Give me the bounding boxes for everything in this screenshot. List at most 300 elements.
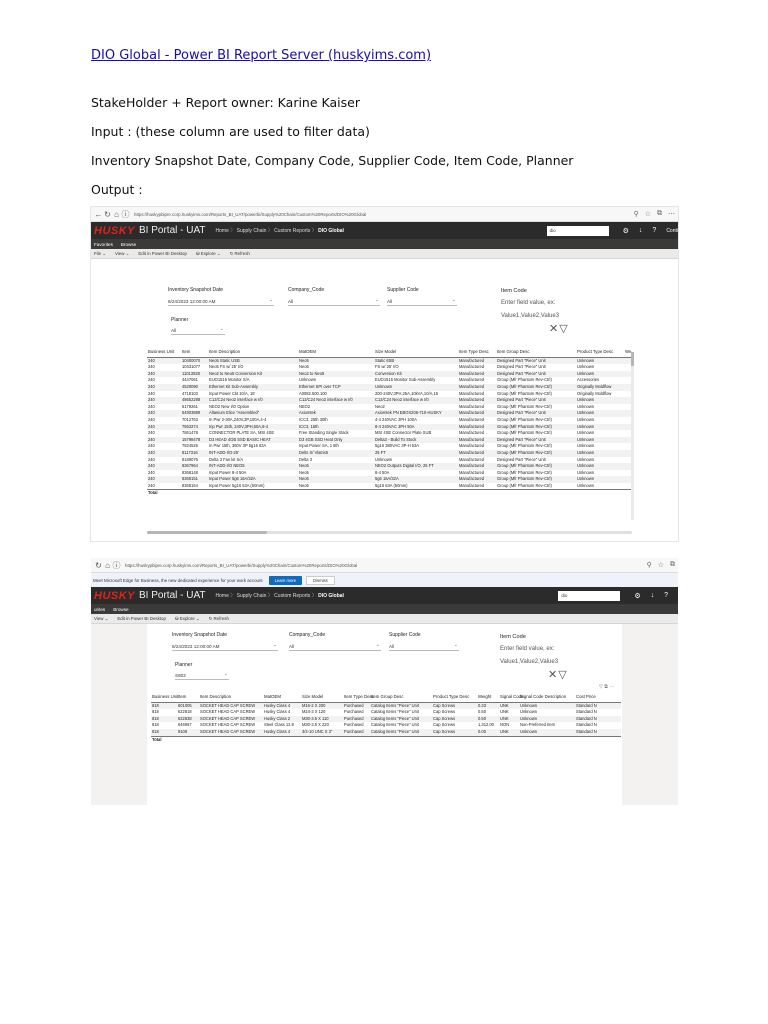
table-cell: 240 [147,463,181,470]
table-cell: Accessories [577,377,600,383]
report-canvas [147,624,622,805]
table-cell: Purchased [343,716,370,723]
portal-title: BI Portal - UAT [139,590,206,601]
table-cell: 5179261 [182,403,198,409]
inventory-table [147,349,632,497]
chevron-down-icon: ⌄ [219,326,224,332]
column-header[interactable]: MatOEM [298,349,374,357]
column-header[interactable]: Item Group Desc [370,694,432,702]
table-cell: C12/C24 Neo2 interface w I/0 [374,397,458,404]
portal-search-input[interactable]: dio [558,591,620,601]
table-cell: SOCKET HEAD CAP SCREW [200,722,256,728]
column-header[interactable]: Size Model [301,694,343,702]
column-header[interactable]: Signal Code [499,694,519,702]
table-cell: Manufactured [458,463,496,470]
table-cell: CONNECTOR PLATE SA, MSI 4SE [209,430,275,436]
table-cell: Unknown [576,437,624,444]
table-cell: Designed Part "Piece" Unit [497,364,546,370]
table-horizontal-scrollbar[interactable] [147,531,632,534]
address-bar[interactable]: https://huskypbipre.corp.huskyims.com/Reports_BI_UAT/powerbi/Supply%20Chain/Custom%20Reports/DIO%20Global [125,562,358,568]
table-row[interactable] [147,437,632,444]
table-cell: FS w/ 25' I/O [375,364,399,370]
table-cell: Unknown [576,410,624,417]
column-header[interactable]: Item Description [199,694,263,702]
table-cell: 818 [151,716,177,723]
breadcrumb-home[interactable]: Home [215,228,229,234]
browser-bar [91,207,678,222]
learn-more-button[interactable]: Learn more [269,576,302,585]
inventory-table [151,694,621,743]
table-cell: 5g16 63A (50mm) [375,482,408,488]
browser-bar [91,558,678,573]
table-cell: 7824526 [182,443,198,449]
table-cell: NEO2 New I/O Option [209,403,250,409]
table-cell: Manufactured [459,364,485,370]
item-code-hint-line2: Value1,Value2,Value3 [501,313,560,319]
table-row[interactable] [151,716,621,723]
column-header[interactable]: We [624,349,632,357]
table-cell: A0082.500.100 [299,390,327,396]
table-cell: Standard N [575,702,621,709]
table-cell: Manufactured [459,416,485,422]
table-cell: UNK [499,702,519,709]
table-row[interactable] [147,470,632,477]
back-icon[interactable]: ← [94,209,103,219]
table-cell: NON [500,722,510,728]
table-cell: 7861478 [182,430,198,436]
table-cell: Manufactured [458,450,496,457]
refresh-icon[interactable]: ↻ [95,560,102,570]
view-menu[interactable]: View ⌄ [114,250,130,256]
table-cell: 646967 [178,722,192,728]
table-cell: Delts S/ Vlatrix5 [298,450,374,457]
table-cell: M30-3.5 X 110 [301,716,343,723]
table-cell: ICC3, 25th 30th [299,416,328,422]
table-cell: Neo5 [299,364,309,370]
help-icon[interactable]: ? [652,227,657,234]
table-cell: Cap Screws [433,722,456,728]
table-cell: 8368151 [181,476,208,483]
item-code-label: Item Code [501,288,527,294]
visual-filter-icon[interactable]: ▽ [599,684,603,690]
table-cell: Input Power 5g6 16A/32A [208,476,298,483]
table-cell: Manufactured [458,357,496,364]
favorites-link[interactable]: Favorites [94,241,113,247]
table-cell: 818 [151,702,177,709]
table-cell: Designed Part "Piece" Unit [497,456,546,462]
table-cell: 200-240V,3PH,25A,10kVA,10/A,15 [375,390,439,396]
table-cell: Static 6SB [374,357,458,364]
item-code-hint-line1: Enter field value, ex: [500,646,555,652]
table-cell: Neo5 Static USB [208,357,298,364]
table-cell: Unknown [519,716,575,723]
table-cell: Originally Moldflow [577,390,612,396]
input-fields-line: Inventory Snapshot Date, Company Code, Supplier Code, Item Code, Planner [91,153,574,168]
table-row[interactable] [147,364,632,371]
column-header[interactable]: Item Description [208,349,298,357]
table-cell: 818 [152,722,159,728]
table-row[interactable] [147,397,632,404]
breadcrumb-supply-chain[interactable]: Supply Chain [236,593,267,599]
table-cell: ICC3, 15th [298,424,374,431]
download-icon[interactable]: ↓ [650,592,655,599]
table-cell: Catalog Items "Piece" Unit [370,729,432,736]
column-header[interactable]: Item Group Desc [496,349,576,357]
table-cell: 5g16 380VAC 3P-H 63A [375,443,420,449]
table-cell: UNK [499,716,519,723]
table-cell: Cap Screws [432,716,477,723]
supplier-code-select[interactable]: All ⌄ [389,642,458,649]
breadcrumb-custom-reports[interactable]: Custom Reports [274,593,311,599]
total-label: Total [147,490,181,497]
table-cell: 240 [148,443,155,449]
table-cell: 4447061 [182,377,198,383]
breadcrumb-current: DIO Global [318,593,344,599]
table-cell: 8367964 [181,463,208,470]
table-row[interactable] [147,457,632,464]
table-row[interactable] [151,702,621,709]
refresh-button[interactable]: ↻ Refresh [208,615,229,621]
table-cell: 5g6 16A/32A [374,476,458,483]
table-vertical-scrollbar[interactable] [631,352,634,520]
table-row[interactable] [147,391,632,398]
table-cell: Unknown [576,463,624,470]
table-cell: Neo5 [298,463,374,470]
table-row[interactable] [147,483,632,490]
column-header[interactable]: Product Type Desc [432,694,477,702]
table-cell: C12/C24 Neo2 interface w I/0 [208,397,298,404]
table-cell: Input Power 5g16 63A (50mm) [209,482,265,488]
extensions-icon[interactable]: ⚲ [646,562,652,569]
table-row[interactable] [147,404,632,411]
item-code-hint-line2: Value1,Value2,Value3 [500,659,559,665]
refresh-icon[interactable]: ↻ [104,209,111,219]
table-cell: Designed Part "Piece" Unit [496,410,576,417]
table-row[interactable] [147,450,632,457]
table-cell: Catalog Items "Piece" Unit [370,702,432,709]
husky-logo[interactable]: HUSKY [94,589,136,602]
column-header[interactable]: Item [181,349,208,357]
column-header[interactable]: Item [177,694,199,702]
table-cell: Neo2 [375,403,385,409]
table-cell: Unknown [577,469,595,475]
chevron-down-icon: ⌄ [223,671,228,677]
column-header[interactable]: Size Model [374,349,458,357]
table-cell: Standard N [575,729,621,736]
table-cell: Manufactured [459,403,485,409]
table-cell: Axiomtek PN EBOX206-710-HUSKY [374,410,458,417]
table-cell: 240 [147,476,181,483]
table-cell: SOCKET HEAD CAP SCREW [199,716,263,723]
table-cell: Cap Screws [433,709,456,715]
table-cell: Manufactured [459,377,485,383]
table-cell: 1,312.00 [478,722,494,728]
table-cell: Purchased [344,709,364,715]
settings-icon[interactable]: ⚙ [634,592,641,600]
browse-link[interactable]: Browse [120,241,137,247]
report-canvas [91,259,678,541]
table-cell: Unknown [576,397,624,404]
table-cell: UNK [499,729,519,736]
table-cell: Manufactured [459,443,485,449]
table-cell: Husky Class 4 [264,709,291,715]
table-row[interactable] [147,377,632,384]
help-icon[interactable]: ? [664,592,668,599]
collections-icon[interactable]: ⧉ [670,561,675,568]
company-code-select[interactable]: All ⌄ [289,642,380,649]
column-header[interactable]: Weight [477,694,499,702]
table-cell: Manufactured [458,371,496,378]
company-code-label: Company_Code [288,287,325,293]
breadcrumb-home[interactable]: Home [215,593,229,599]
output-label: Output : [91,182,143,197]
table-cell: Neo2 to Neo5 Conversion Kit [208,371,298,378]
item-code-hint-line1: Enter field value, ex: [501,300,556,306]
table-cell: 240 [147,357,181,364]
column-header[interactable]: Business Unit [151,694,177,702]
item-code-input[interactable] [501,297,559,323]
planner-select[interactable]: All ⌄ [171,326,224,333]
home-icon[interactable]: ⌂ [114,209,119,219]
table-cell: Designed Part "Piece" Unit [496,357,576,364]
snapshot-date-select[interactable]: 8/24/2023 12:00:00 AM ⌄ [168,297,273,304]
favorites-bar [91,604,678,614]
table-cell: 240 [148,377,155,383]
table-cell: Designed Part "Piece" Unit [496,371,576,378]
lock-icon: ⓘ [121,209,130,219]
breadcrumb: Home 〉 Supply Chain 〉 Custom Reports 〉 DIO Global [215,593,344,599]
column-header[interactable]: Business Unit [147,349,181,357]
table-cell: Unknown [520,709,538,715]
table-row[interactable] [151,722,621,729]
edit-desktop-button[interactable]: Edit in Power BI Desktop [138,251,187,256]
table-cell: Manufactured [459,390,485,396]
chevron-down-icon: ⌄ [374,297,379,303]
table-cell: NEO2 Outputs Digital I/O, 25 FT [374,463,458,470]
table-cell: 240 [148,469,155,475]
table-cell: 3/4-10 UNC X 3" [301,729,343,736]
table-cell: Standard N [576,709,597,715]
supplier-code-select[interactable]: All ⌄ [387,297,456,304]
table-cell: 0.50 [478,709,486,715]
table-cell: Unknown [576,450,624,457]
table-cell: D3 HEAD 4GB SSD BASIC HEAT [208,437,298,444]
planner-select[interactable]: S803 ⌄ [175,671,228,678]
table-cell: Inp Pwr 15th, 240V,3PH,50A,8-4 [208,424,298,431]
address-bar[interactable]: https://huskypbipre.corp.huskyims.com/Reports_BI_UAT/powerbi/Supply%20Chain/Custom%20Reports/DIO%20Global [134,211,367,217]
edge-info-bar [91,573,678,587]
table-cell: 0.50 [477,716,499,723]
chevron-down-icon: ⌄ [268,297,273,303]
planner-label: Planner [171,317,189,323]
table-cell: Unknown [576,357,624,364]
table-cell: Conversion Kit [374,371,458,378]
focus-mode-icon[interactable]: ⧉ [604,684,608,690]
table-cell: In Pwr 15th, 380V 3P 5g16 63A [209,443,267,449]
table-cell: 240 [148,364,155,370]
table-cell: Delta 3 Fan kit S/A [209,456,244,462]
table-row[interactable] [147,476,632,483]
item-code-input[interactable] [500,643,558,669]
user-label[interactable]: Conti [666,227,678,234]
report-server-link[interactable]: DIO Global - Power BI Report Server (huskyims.com) [91,48,432,63]
table-cell: Standard N [575,716,621,723]
home-icon[interactable]: ⌂ [105,560,110,570]
table-cell: Unknown [576,371,624,378]
dismiss-button[interactable]: Dismiss [306,576,335,585]
table-cell: Husky Class 4 [263,702,301,709]
table-cell: Manufactured [458,397,496,404]
table-cell: INT-ADD-I/O NEO5 [208,463,298,470]
column-header[interactable]: Product Type Desc [576,349,624,357]
table-cell: 240 [147,410,181,417]
table-cell: Husky Class 2 [263,716,301,723]
collections-icon[interactable]: ⧉ [657,210,662,217]
table-cell: Unknown [577,403,595,409]
table-cell: Group (Mfr Phantom Rev-Ctrl) [496,463,576,470]
settings-icon[interactable]: ⚙ [622,227,629,235]
table-cell: 240 [147,424,181,431]
column-header[interactable]: Item Type Desc [458,349,496,357]
table-row[interactable] [147,357,632,364]
clear-icon[interactable]: ✕ [548,669,559,681]
column-header[interactable]: MatOEM [263,694,301,702]
table-cell: 240 [147,397,181,404]
table-cell: 25 FT [374,450,458,457]
table-cell: Cap Screws [432,729,477,736]
table-cell: Neo2 to Neo5 [298,371,374,378]
table-cell: 240 [147,384,181,391]
table-row[interactable] [147,424,632,431]
download-icon[interactable]: ↓ [638,227,643,234]
table-cell: 240 [147,450,181,457]
column-header[interactable]: Item Type Desc [343,694,370,702]
table-cell: Group (Mfr Phantom Rev-Ctrl) [497,377,552,383]
filter-icon[interactable]: ▽ [558,669,568,681]
table-cell: 818 [152,709,159,715]
table-cell: 818 [151,729,177,736]
refresh-button[interactable]: ↻ Refresh [229,250,250,256]
table-cell: Manufactured [459,469,485,475]
breadcrumb-supply-chain[interactable]: Supply Chain [236,228,267,234]
table-row[interactable] [151,709,621,716]
table-cell: 240 [148,403,155,409]
favorite-star-icon[interactable]: ☆ [644,211,651,218]
table-cell: Neo5 [298,476,374,483]
table-row[interactable] [147,410,632,417]
table-cell: Purchased [343,702,370,709]
table-cell: 240 [148,456,155,462]
report-toolbar [91,614,678,624]
table-row[interactable] [147,371,632,378]
breadcrumb-custom-reports[interactable]: Custom Reports [274,228,311,234]
table-cell: Unknown [577,416,595,422]
table-cell: 240 [147,437,181,444]
table-cell: Non-Preferred Item [520,722,556,728]
table-row[interactable] [151,729,621,736]
table-cell: Neo5 FS w/ 25' I/O [209,364,244,370]
table-cell: Unknown [577,482,595,488]
explore-menu[interactable]: ⛁ Explore ⌄ [195,250,221,256]
table-cell: M24-3 X 120 [302,709,326,715]
explore-menu[interactable]: ⛁ Explore ⌄ [174,615,200,621]
table-row[interactable] [147,443,632,450]
table-row[interactable] [147,417,632,424]
table-cell: Group (Mfr Phantom Rev-Ctrl) [497,390,552,396]
browse-link[interactable]: Browse [113,606,129,612]
more-icon[interactable]: ⋯ [668,211,675,218]
table-cell: 8-4 240VAC 3PH 50A [374,424,458,431]
table-cell: Manufactured [458,424,496,431]
table-cell: Purchased [344,722,364,728]
table-cell: D3 4GB SSD Heat Only [298,437,374,444]
supplier-code-label: Supplier Code [389,632,421,638]
table-cell: Manufactured [459,482,485,488]
table-cell: 15798478 [181,437,208,444]
column-header[interactable]: Cost Price [575,694,621,702]
table-cell: 240 [148,390,155,396]
clear-icon[interactable]: ✕ [549,323,560,335]
table-cell: Unknown [374,384,458,391]
table-cell: Manufactured [459,456,485,462]
table-cell: Group (Mfr Phantom Rev-Ctrl) [496,476,576,483]
total-label: Total [151,736,177,743]
company-code-select[interactable]: All ⌄ [288,297,379,304]
edit-desktop-button[interactable]: Edit in Power BI Desktop [117,616,166,621]
column-header[interactable]: Signal Code Description [519,694,575,702]
table-row[interactable] [147,463,632,470]
filter-icon[interactable]: ▽ [559,323,569,335]
table-cell: Husky Class 4 [263,729,301,736]
table-cell: Neo5 [299,469,309,475]
table-cell: 601005 [177,702,199,709]
table-cell: Catalog Items "Piece" Unit [371,722,419,728]
table-cell: 4718103 [182,390,198,396]
table-cell: Group (Mfr Phantom Rev-Ctrl) [496,424,576,431]
table-cell: Neo5 [298,357,374,364]
input-label: Input : (these column are used to filter data) [91,124,370,139]
table-cell: Ethernet SPI over TCP [298,384,374,391]
table-cell: Manufactured [458,437,496,444]
table-cell: Unknown [299,377,317,383]
table-cell: 8189075 [182,456,198,462]
snapshot-date-select[interactable]: 8/24/2023 12:00:00 AM ⌄ [172,642,277,649]
table-cell: 240 [148,482,155,488]
extensions-icon[interactable]: ⚲ [633,211,639,218]
table-cell: Free Standing Single Stack [299,430,349,436]
table-cell: 240 [148,430,155,436]
husky-logo[interactable]: HUSKY [94,224,136,237]
table-cell: 7553274 [181,424,208,431]
more-options-icon[interactable]: ⋯ [609,684,615,690]
favorite-star-icon[interactable]: ☆ [657,562,664,569]
info-text: Meet Microsoft Edge for Business, the new dedicated experience for your work account [93,577,263,583]
table-row[interactable] [147,384,632,391]
chevron-down-icon: ⌄ [451,297,456,303]
table-cell: Input Power 8-4 50A [209,469,247,475]
table-cell: 622838 [177,716,199,723]
portal-search-input[interactable]: dio [547,226,609,236]
table-cell: Manufactured [458,476,496,483]
table-cell: 9108 [177,729,199,736]
table-cell: INT-ADD-I/O-25' [208,450,298,457]
file-menu[interactable]: File ⌄ [94,250,106,256]
favorites-link[interactable]: urites [94,606,106,612]
table-row[interactable] [147,430,632,437]
table-cell: Axiomtek [298,410,374,417]
table-cell: Cap Screws [432,702,477,709]
view-menu[interactable]: View ⌄ [94,615,109,621]
